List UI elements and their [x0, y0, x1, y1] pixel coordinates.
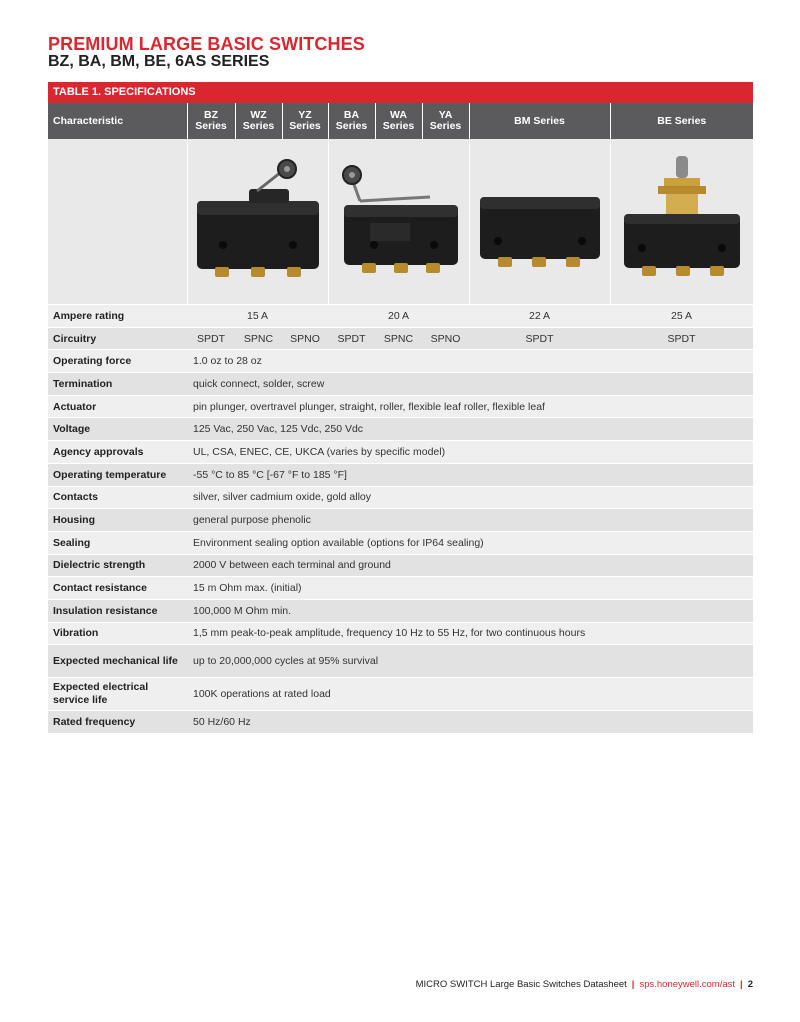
cell-value: 50 Hz/60 Hz — [187, 711, 753, 734]
footer-separator: | — [631, 979, 635, 990]
cell-value: UL, CSA, ENEC, CE, UKCA (varies by specific model) — [187, 441, 753, 464]
cell-value: Environment sealing option available (options for IP64 sealing) — [187, 531, 753, 554]
cell-value: general purpose phenolic — [187, 509, 753, 532]
cell-value: 2000 V between each terminal and ground — [187, 554, 753, 577]
cell-value: SPDT — [610, 327, 753, 350]
cell-value: 22 A — [469, 305, 610, 328]
page-footer — [416, 979, 753, 990]
row-label: Rated frequency — [48, 711, 187, 734]
row-label: Expected electrical service life — [48, 678, 187, 711]
cell-value: 25 A — [610, 305, 753, 328]
cell-value: SPNC — [375, 327, 422, 350]
table-row — [48, 711, 753, 734]
table-header-row — [48, 103, 753, 139]
cell-value: quick connect, solder, screw — [187, 373, 753, 396]
cell-value: 1,5 mm peak-to-peak amplitude, frequency 10 Hz to 55 Hz, for two continuous hours — [187, 622, 753, 645]
table-row — [48, 599, 753, 622]
table-row — [48, 554, 753, 577]
page-subtitle: BZ, BA, BM, BE, 6AS SERIES — [48, 53, 270, 70]
row-label: Vibration — [48, 622, 187, 645]
row-label: Insulation resistance — [48, 599, 187, 622]
table-row — [48, 418, 753, 441]
col-ba-series: BA Series — [328, 103, 375, 139]
cell-value: 1.0 oz to 28 oz — [187, 350, 753, 373]
bm-switch-image — [469, 139, 610, 305]
cell-value: up to 20,000,000 cycles at 95% survival — [187, 645, 753, 678]
cell-value: 125 Vac, 250 Vac, 125 Vdc, 250 Vdc — [187, 418, 753, 441]
col-be-series: BE Series — [610, 103, 753, 139]
col-wz-series: WZ Series — [235, 103, 282, 139]
footer-separator: | — [740, 979, 743, 990]
table-row — [48, 395, 753, 418]
cell-value: SPDT — [187, 327, 235, 350]
col-yz-series: YZ Series — [282, 103, 328, 139]
row-label: Ampere rating — [48, 305, 187, 328]
cell-value: 15 A — [187, 305, 328, 328]
cell-value: SPDT — [469, 327, 610, 350]
table-row — [48, 622, 753, 645]
table-row — [48, 486, 753, 509]
row-label: Contacts — [48, 486, 187, 509]
be-switch-image — [610, 139, 753, 305]
row-label: Voltage — [48, 418, 187, 441]
page-title: PREMIUM LARGE BASIC SWITCHES — [48, 34, 365, 54]
table-row — [48, 509, 753, 532]
row-label: Actuator — [48, 395, 187, 418]
table-row — [48, 327, 753, 350]
row-label: Circuitry — [48, 327, 187, 350]
cell-value: SPNO — [422, 327, 469, 350]
table-row — [48, 305, 753, 328]
row-label: Sealing — [48, 531, 187, 554]
footer-doc-title: MICRO SWITCH Large Basic Switches Datasheet — [415, 979, 627, 990]
row-label: Contact resistance — [48, 577, 187, 600]
table-row — [48, 463, 753, 486]
table-row — [48, 441, 753, 464]
table-row — [48, 350, 753, 373]
footer-url-link[interactable]: sps.honeywell.com/ast — [639, 979, 736, 990]
cell-value: silver, silver cadmium oxide, gold alloy — [187, 486, 753, 509]
cell-value: SPNC — [235, 327, 282, 350]
col-ya-series: YA Series — [422, 103, 469, 139]
bz-switch-image — [187, 139, 328, 305]
col-bz-series: BZ Series — [187, 103, 235, 139]
row-label: Agency approvals — [48, 441, 187, 464]
col-wa-series: WA Series — [375, 103, 422, 139]
cell-value: 100K operations at rated load — [187, 678, 753, 711]
row-label: Operating force — [48, 350, 187, 373]
cell-value: 100,000 M Ohm min. — [187, 599, 753, 622]
cell-value: 20 A — [328, 305, 469, 328]
cell-value: pin plunger, overtravel plunger, straight, roller, flexible leaf roller, flexible leaf — [187, 395, 753, 418]
row-label: Termination — [48, 373, 187, 396]
row-label: Operating temperature — [48, 463, 187, 486]
table-caption: TABLE 1. SPECIFICATIONS — [48, 82, 753, 103]
cell-value: SPNO — [282, 327, 328, 350]
table-row — [48, 678, 753, 711]
cell-value: SPDT — [328, 327, 375, 350]
table-row — [48, 531, 753, 554]
row-label: Housing — [48, 509, 187, 532]
table-row — [48, 645, 753, 678]
row-label: Dielectric strength — [48, 554, 187, 577]
table-row — [48, 577, 753, 600]
cell-value: 15 m Ohm max. (initial) — [187, 577, 753, 600]
col-bm-series: BM Series — [469, 103, 610, 139]
ba-switch-image — [328, 139, 469, 305]
cell-value: -55 °C to 85 °C [-67 °F to 185 °F] — [187, 463, 753, 486]
page-number: 2 — [747, 979, 753, 990]
col-characteristic: Characteristic — [48, 103, 187, 139]
row-label: Expected mechanical life — [48, 645, 187, 678]
product-images-row — [48, 139, 753, 305]
table-row — [48, 373, 753, 396]
specifications-table — [48, 82, 753, 734]
